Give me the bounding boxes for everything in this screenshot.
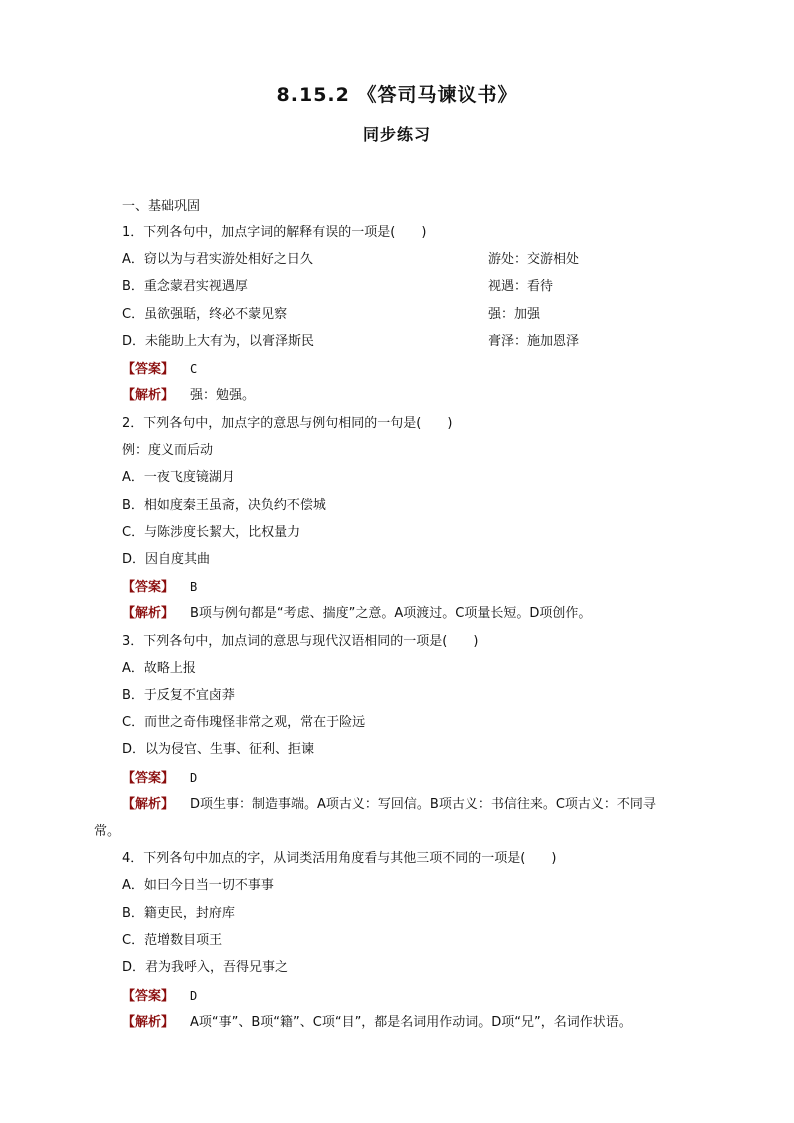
question-1-stem: 1．下列各句中，加点字词的解释有误的一项是( ) — [122, 225, 427, 240]
question-3-option-a: A．故略上报 — [122, 661, 196, 676]
question-3-analysis-continued: 常。 — [94, 824, 121, 839]
question-3-option-d: D．以为侵官、生事、征利、拒谏 — [122, 742, 315, 757]
answer-value: C — [190, 362, 198, 376]
question-2-answer — [122, 578, 197, 597]
question-1-option-d: D．未能助上大有为，以膏泽斯民 — [122, 334, 315, 349]
answer-value: B — [190, 580, 198, 594]
question-2-option-a: A．一夜飞度镜湖月 — [122, 470, 235, 485]
question-1-option-d-gloss: 膏泽：施加恩泽 — [488, 334, 580, 349]
answer-tag: 【答案】 — [122, 989, 175, 1004]
analysis-text: D项生事：制造事端。A项古义：写回信。B项古义：书信往来。C项古义：不同寻 — [190, 797, 656, 812]
answer-value: D — [190, 989, 198, 1003]
question-1-option-a-gloss: 游处：交游相处 — [488, 252, 580, 267]
analysis-tag: 【解析】 — [122, 388, 175, 403]
answer-tag: 【答案】 — [122, 362, 175, 377]
answer-tag: 【答案】 — [122, 771, 175, 786]
question-3-option-c: C．而世之奇伟瑰怪非常之观，常在于险远 — [122, 715, 366, 730]
question-2-analysis — [122, 605, 591, 623]
question-2-option-c: C．与陈涉度长絜大，比权量力 — [122, 525, 301, 540]
question-4-option-b: B．籍吏民，封府库 — [122, 906, 235, 921]
analysis-tag: 【解析】 — [122, 606, 175, 621]
question-4-option-a: A．如曰今日当一切不事事 — [122, 878, 274, 893]
analysis-text: A项“事”、B项“籍”、C项“目”，都是名词用作动词。D项“兄”，名词作状语。 — [190, 1015, 632, 1030]
answer-tag: 【答案】 — [122, 580, 175, 595]
question-1-analysis — [122, 387, 255, 405]
analysis-tag: 【解析】 — [122, 797, 175, 812]
question-1-option-b-gloss: 视遇：看待 — [488, 279, 554, 294]
question-2-option-d: D．因自度其曲 — [122, 552, 211, 567]
answer-value: D — [190, 771, 198, 785]
question-2-option-b: B．相如度秦王虽斋，决负约不偿城 — [122, 498, 326, 513]
question-4-answer — [122, 987, 197, 1006]
question-3-analysis — [122, 796, 656, 814]
analysis-tag: 【解析】 — [122, 1015, 175, 1030]
question-3-answer — [122, 769, 197, 788]
page-subtitle: 同步练习 — [362, 125, 431, 144]
question-4-option-c: C．范增数目项王 — [122, 933, 223, 948]
question-4-stem: 4．下列各句中加点的字，从词类活用角度看与其他三项不同的一项是( ) — [122, 851, 557, 866]
question-4-analysis — [122, 1014, 632, 1032]
question-3-option-b: B．于反复不宜卤莽 — [122, 688, 235, 703]
question-1-option-a: A．窃以为与君实游处相好之日久 — [122, 252, 313, 267]
question-1-option-b: B．重念蒙君实视遇厚 — [122, 279, 248, 294]
question-3-stem: 3．下列各句中，加点词的意思与现代汉语相同的一项是( ) — [122, 634, 479, 649]
analysis-text: B项与例句都是“考虑、揣度”之意。A项渡过。C项量长短。D项创作。 — [190, 606, 592, 621]
analysis-text: 强：勉强。 — [190, 388, 256, 403]
question-1-answer — [122, 360, 197, 379]
question-2-stem: 2．下列各句中，加点字的意思与例句相同的一句是( ) — [122, 416, 453, 431]
question-1-option-c-gloss: 强：加强 — [488, 307, 541, 322]
section-heading: 一、基础巩固 — [122, 199, 201, 214]
page-title: 8.15.2 《答司马谏议书》 — [276, 84, 518, 106]
question-4-option-d: D．君为我呼入，吾得兄事之 — [122, 960, 289, 975]
question-1-option-c: C．虽欲强聒，终必不蒙见察 — [122, 307, 288, 322]
question-2-example: 例：度义而后动 — [122, 443, 214, 458]
